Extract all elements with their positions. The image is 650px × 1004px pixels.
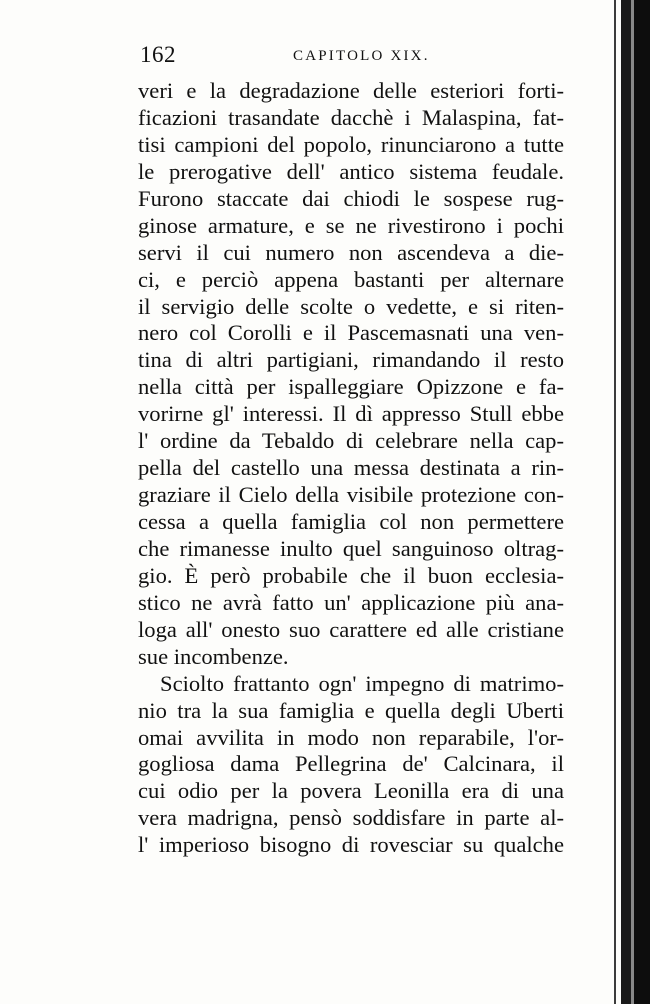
body-text [138,78,564,859]
page-header [140,42,560,72]
text-line: pella del castello una messa destinata a rin- [138,455,564,481]
text-line: il servigio delle scolte o vedette, e si riten- [138,293,564,319]
text-line: loga all' onesto suo carattere ed alle cristiane [138,616,564,642]
text-line: graziare il Cielo della visibile protezione con- [138,482,564,508]
spine-line [621,0,631,1004]
text-line: nero col Corolli e il Pascemasnati una ven- [138,320,564,346]
text-line: stico ne avrà fatto un' applicazione più ana- [138,589,564,615]
text-line: omai avvilita in modo non reparabile, l'or- [138,724,564,750]
spine-line [634,0,650,1004]
text-line: nella città per ispalleggiare Opizzone e fa- [138,374,564,400]
text-line: ginose armature, e se ne rivestirono i pochi [138,212,564,238]
text-line: veri e la degradazione delle esteriori forti- [138,78,564,103]
text-line: ci, e perciò appena bastanti per alternare [138,266,564,292]
text-line: servi il cui numero non ascendeva a die- [138,239,564,265]
text-line: vera madrigna, pensò soddisfare in parte al- [138,805,564,831]
running-head: CAPITOLO XIX. [293,48,430,64]
text-line: sue incombenze. [138,643,289,669]
text-line: Sciolto frattanto ogn' impegno di matrimo- [160,670,564,696]
text-line: ficazioni trasandate dacchè i Malaspina, fat- [138,104,564,130]
text-line: Furono staccate dai chiodi le sospese rug- [138,185,564,211]
text-line: tisi campioni del popolo, rinunciarono a tutte [138,131,564,157]
spine-line [614,0,616,1004]
text-line: gogliosa dama Pellegrina de' Calcinara, il [138,751,564,777]
text-line: vorirne gl' interessi. Il dì appresso Stull ebbe [138,401,564,427]
text-line: l' ordine da Tebaldo di celebrare nella cap- [138,428,564,454]
text-line: l' imperioso bisogno di rovesciar su qualche [138,832,564,858]
text-line: le prerogative dell' antico sistema feudale. [138,158,564,184]
book-spine-edge [608,0,650,1004]
text-line: che rimanesse inulto quel sanguinoso oltrag- [138,535,564,561]
text-line: cessa a quella famiglia col non permettere [138,509,564,534]
text-line: gio. È però probabile che il buon ecclesia- [138,562,564,588]
text-line: nio tra la sua famiglia e quella degli Uberti [138,697,564,723]
page-number: 162 [140,42,176,67]
text-line: tina di altri partigiani, rimandando il resto [138,347,564,373]
text-line: cui odio per la povera Leonilla era di una [138,778,564,804]
